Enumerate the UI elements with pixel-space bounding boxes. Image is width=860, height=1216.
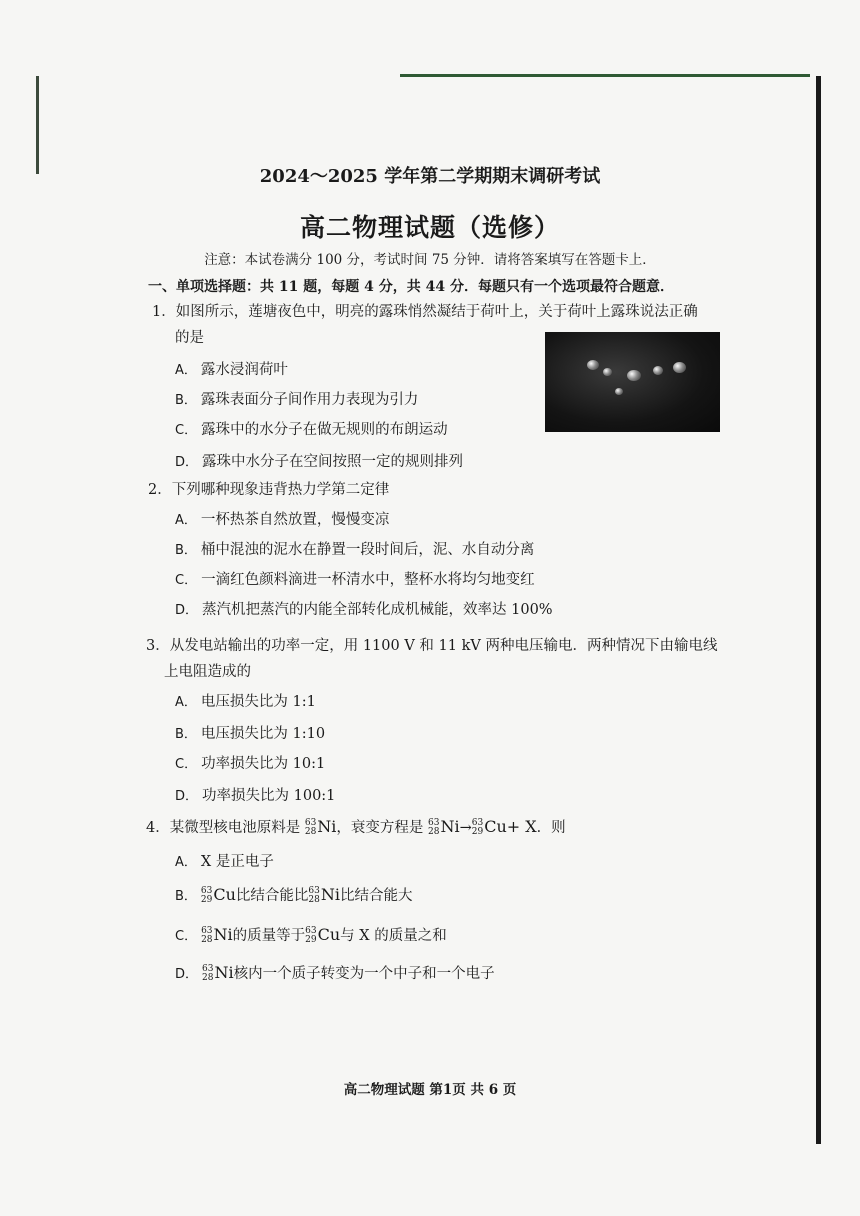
- q3-option-b: B． 电压损失比为 1:10: [175, 726, 326, 742]
- q3-stem-line1: 3．从发电站输出的功率一定，用 1100 V 和 11 kV 两种电压输电．两种情况下由输电线: [146, 638, 718, 654]
- q2-option-b: B． 桶中混浊的泥水在静置一段时间后，泥、水自动分离: [175, 542, 535, 558]
- lotus-dew-photo: [545, 332, 720, 432]
- q1-option-b: B． 露珠表面分子间作用力表现为引力: [175, 392, 419, 408]
- q1-option-c: C． 露珠中的水分子在做无规则的布朗运动: [175, 422, 448, 438]
- q3-option-c: C． 功率损失比为 10:1: [175, 756, 326, 772]
- q4-option-b: B． 63 29 Cu比结合能比 63 28 Ni比结合能大: [175, 885, 413, 905]
- q4-option-c: C． 63 28 Ni的质量等于 63 29 Cu与 X 的质量之和: [175, 925, 447, 945]
- q3-stem-line2: 上电阻造成的: [164, 664, 251, 680]
- q3-option-a: A． 电压损失比为 1:1: [175, 694, 316, 710]
- subject-title: 高二物理试题（选修）: [299, 213, 560, 242]
- section-heading: 一、单项选择题：共 11 题，每题 4 分，共 44 分．每题只有一个选项最符合题意．: [148, 279, 674, 295]
- q2-option-c: C． 一滴红色颜料滴进一杯清水中，整杯水将均匀地变红: [175, 572, 535, 588]
- q4-stem: 4．某微型核电池原料是 63 28 Ni，衰变方程是 63 28 Ni→ 63 29 Cu+ X．则: [146, 817, 566, 837]
- q2-option-a: A． 一杯热茶自然放置，慢慢变凉: [175, 512, 390, 528]
- q4-option-a: A． X 是正电子: [175, 854, 274, 870]
- q4-option-d: D． 63 28 Ni核内一个质子转变为一个中子和一个电子: [175, 963, 495, 983]
- exam-title: 2024～2025 学年第二学期期末调研考试: [259, 166, 601, 187]
- q2-option-d: D． 蒸汽机把蒸汽的内能全部转化成机械能，效率达 100%: [175, 602, 553, 618]
- page-footer: 高二物理试题 第1页 共 6 页: [343, 1082, 517, 1098]
- q3-option-d: D． 功率损失比为 100:1: [175, 788, 336, 804]
- scan-border-left: [36, 76, 39, 174]
- q1-stem-line1: 1．如图所示，莲塘夜色中，明亮的露珠悄然凝结于荷叶上，关于荷叶上露珠说法正确: [152, 304, 698, 320]
- q1-option-a: A． 露水浸润荷叶: [175, 362, 288, 378]
- scan-border-top: [400, 74, 810, 77]
- q1-option-d: D． 露珠中水分子在空间按照一定的规则排列: [175, 454, 464, 470]
- exam-notice: 注意：本试卷满分 100 分，考试时间 75 分钟．请将答案填写在答题卡上．: [204, 252, 656, 268]
- q2-stem: 2．下列哪种现象违背热力学第二定律: [148, 482, 390, 498]
- q1-stem-line2: 的是: [175, 330, 204, 346]
